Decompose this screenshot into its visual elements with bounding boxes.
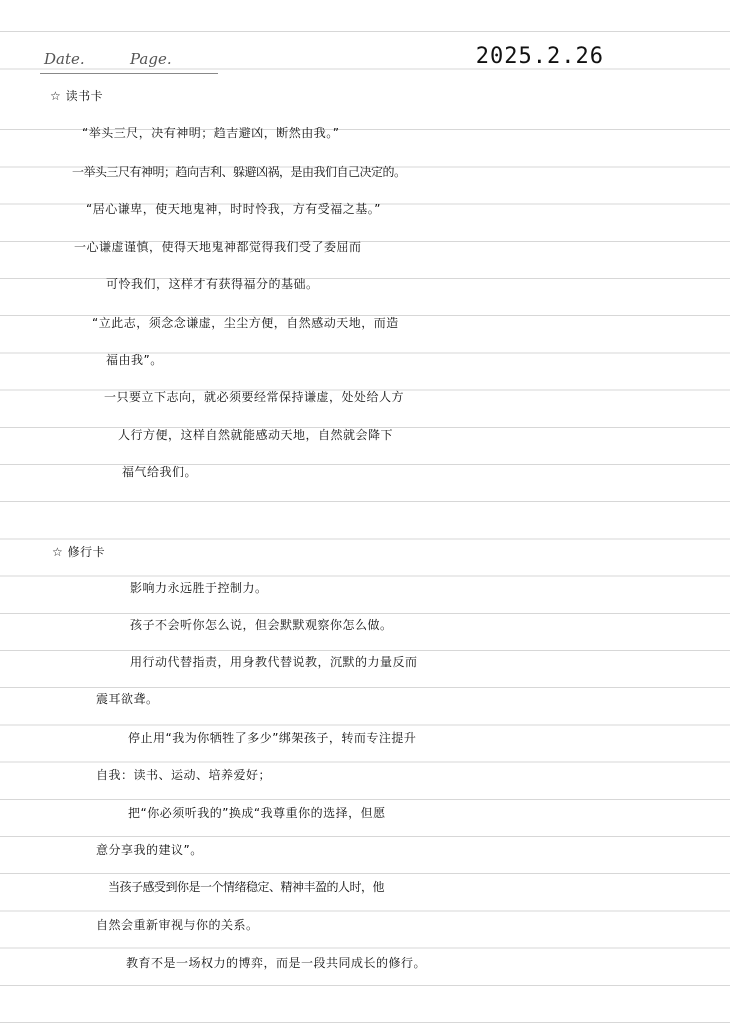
note-line: 停止用“我为你牺牲了多少”绑架孩子，转而专注提升 <box>128 731 417 745</box>
note-line: 用行动代替指责，用身教代替说教，沉默的力量反而 <box>130 655 418 669</box>
note-line: 一心谦虚谨慎，使得天地鬼神都觉得我们受了委屈而 <box>74 240 362 254</box>
section-title-reading-card: ☆ 读书卡 <box>50 89 104 103</box>
page-label: Page. <box>130 50 172 68</box>
note-line: 一举头三尺有神明；趋向吉利、躲避凶祸，是由我们自己决定的。 <box>72 165 406 179</box>
note-line: 一只要立下志向，就必须要经常保持谦虚，处处给人方 <box>104 390 405 404</box>
note-line: 意分享我的建议”。 <box>96 843 203 857</box>
note-line: 影响力永远胜于控制力。 <box>130 581 268 595</box>
note-line: 人行方便，这样自然就能感动天地，自然就会降下 <box>118 428 394 442</box>
note-line: “举头三尺，决有神明；趋吉避凶，断然由我。” <box>82 126 340 140</box>
note-line: 自我：读书、运动、培养爱好； <box>96 768 272 782</box>
note-line: 震耳欲聋。 <box>96 692 159 706</box>
note-line: 可怜我们，这样才有获得福分的基础。 <box>106 277 319 291</box>
note-line: “居心谦卑，使天地鬼神，时时怜我，方有受福之基。” <box>86 202 381 216</box>
note-line: 福气给我们。 <box>122 465 198 479</box>
section-title-practice-card: ☆ 修行卡 <box>52 545 106 559</box>
note-line: 福由我”。 <box>106 353 163 367</box>
header-underline <box>40 73 218 74</box>
note-line: 自然会重新审视与你的关系。 <box>96 918 259 932</box>
handwritten-date: 2025.2.26 <box>475 44 604 69</box>
note-line: 孩子不会听你怎么说，但会默默观察你怎么做。 <box>130 618 393 632</box>
note-line: “立此志，须念念谦虚，尘尘方便，自然感动天地，而造 <box>92 316 399 330</box>
page-header <box>40 40 700 76</box>
note-line: 当孩子感受到你是一个情绪稳定、精神丰盈的人时，他 <box>108 880 385 894</box>
note-line: 把“你必须听我的”换成“我尊重你的选择，但愿 <box>128 806 386 820</box>
date-label: Date. <box>44 50 85 68</box>
note-line: 教育不是一场权力的博弈，而是一段共同成长的修行。 <box>126 956 427 970</box>
